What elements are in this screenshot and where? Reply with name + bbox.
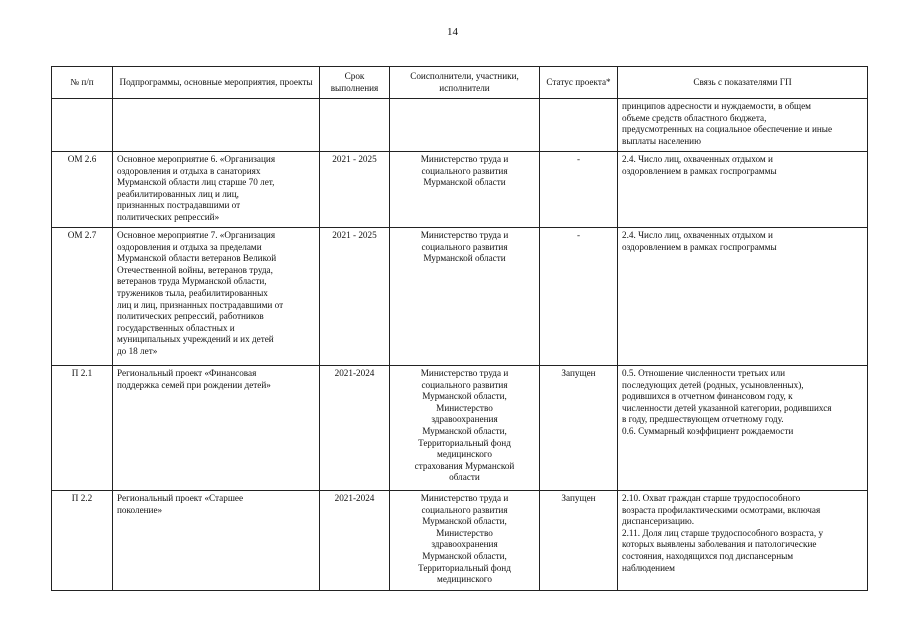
page-number: 14 [447, 26, 458, 38]
indicator-text-line: объеме средств областного бюджета, [622, 112, 767, 123]
indicator-text-line: родившихся в отчетном финансовом году, к [622, 391, 793, 402]
program-text-line: Основное мероприятие 7. «Организация [117, 230, 276, 240]
cell-term [320, 228, 390, 366]
cell-indicators-link [618, 152, 868, 228]
indicator-text-line: в году, предшествующем отчетному году. [622, 414, 784, 425]
indicator-text-line: оздоровлением в рамках госпрограммы [622, 165, 777, 176]
cell-term [320, 99, 390, 152]
table-header-row [52, 67, 868, 99]
program-text-line: до 18 лет» [117, 345, 158, 356]
cell-program [113, 228, 320, 366]
indicator-text-line: 0.6. Суммарный коэффициент рождаемости [622, 425, 794, 436]
executor-text-line: страхования Мурманской [414, 460, 515, 471]
executor-text-line: Министерство труда и [420, 230, 509, 240]
row-number: П 2.2 [71, 493, 93, 503]
cell-program [113, 99, 320, 152]
program-text-line: политических репрессий» [117, 211, 220, 222]
program-text-line: реабилитированных лиц и лиц, [117, 188, 239, 199]
executor-text-line: области [449, 472, 480, 483]
cell-status [540, 99, 618, 152]
table-row-om-2-6 [52, 152, 868, 228]
program-text-line: Отечественной войны, ветеранов труда, [117, 264, 273, 275]
executor-text-line: Министерство [436, 402, 493, 413]
executor-text-line: Министерство [436, 527, 493, 538]
table-row-p-2-2 [52, 491, 868, 591]
cell-executors [390, 366, 540, 491]
executor-text-line: Министерство труда и [420, 154, 509, 164]
cell-program [113, 491, 320, 591]
cell-program [113, 152, 320, 228]
cell-executors [390, 228, 540, 366]
program-text-line: поколение» [117, 504, 163, 515]
indicator-text-line: возраста профилактическими осмотрами, включая [622, 504, 821, 515]
executor-text-line: Министерство труда и [420, 493, 509, 503]
cell-number [52, 152, 113, 228]
term-text: 2021-2024 [334, 368, 375, 378]
table-row-continued [52, 99, 868, 152]
indicator-text-line: последующих детей (родных, усыновленных), [622, 379, 804, 390]
indicator-text-line: принципов адресности и нуждаемости, в общем [622, 101, 811, 111]
program-text-line: Региональный проект «Финансовая [117, 368, 257, 378]
table-body [52, 99, 868, 591]
table-row-om-2-7 [52, 228, 868, 366]
row-number: П 2.1 [71, 368, 93, 378]
cell-number [52, 366, 113, 491]
row-number: ОМ 2.6 [67, 154, 97, 164]
program-text-line: муниципальных учреждений и их детей [117, 334, 274, 345]
program-text-line: Мурманской области лиц старше 70 лет, [117, 177, 275, 188]
executor-text-line: Территориальный фонд [418, 437, 511, 448]
indicator-text-line: наблюдением [622, 562, 675, 573]
program-text-line: Мурманской области ветеранов Великой [117, 253, 277, 264]
executor-text-line: здравоохранения [431, 414, 498, 425]
measures-table [51, 66, 868, 591]
table-row-p-2-1 [52, 366, 868, 491]
executor-text-line: Мурманской области [423, 253, 506, 264]
executor-text-line: социального развития [421, 379, 508, 390]
header-programs: Подпрограммы, основные мероприятия, проекты [113, 67, 320, 99]
cell-status [540, 228, 618, 366]
executor-text-line: социального развития [421, 504, 508, 515]
indicator-text-line: предусмотренных на социальное обеспечение и иные [622, 124, 833, 135]
indicator-text-line: 2.11. Доля лиц старше трудоспособного возраста, у [622, 527, 824, 538]
executor-text-line: медицинского [437, 449, 492, 460]
cell-executors [390, 99, 540, 152]
executor-text-line: медицинского [437, 574, 492, 585]
program-text-line: признанных пострадавшими от [117, 200, 241, 211]
program-text-line: политических репрессий, работников [117, 311, 264, 322]
cell-status [540, 366, 618, 491]
cell-term [320, 152, 390, 228]
executor-text-line: Мурманской области, [422, 391, 507, 402]
cell-number [52, 228, 113, 366]
executor-text-line: Территориальный фонд [418, 562, 511, 573]
program-text-line: государственных областных и [117, 322, 235, 333]
header-executors: Соисполнители, участники, исполнители [390, 67, 540, 99]
indicator-text-line: 0.5. Отношение численности третьих или [622, 368, 786, 378]
header-status: Статус проекта* [540, 67, 618, 99]
status-text: Запущен [561, 368, 596, 378]
row-number: ОМ 2.7 [67, 230, 97, 240]
executor-text-line: Мурманской области, [422, 516, 507, 527]
indicator-text-line: диспансеризацию. [622, 516, 695, 527]
cell-term [320, 366, 390, 491]
cell-number [52, 99, 113, 152]
executor-text-line: Мурманской области, [422, 425, 507, 436]
cell-status [540, 491, 618, 591]
indicator-text-line: которых выявлены заболевания и патологические [622, 539, 817, 550]
header-indicators-link: Связь с показателями ГП [618, 67, 868, 99]
indicator-text-line: 2.4. Число лиц, охваченных отдыхом и [622, 230, 773, 240]
executor-text-line: социального развития [421, 165, 508, 176]
indicator-text-line: численности детей указанной категории, родившихся [622, 402, 832, 413]
term-text: 2021 - 2025 [332, 154, 377, 164]
cell-executors [390, 152, 540, 228]
status-text: Запущен [561, 493, 596, 503]
program-text-line: оздоровления и отдыха в санаториях [117, 165, 261, 176]
cell-status [540, 152, 618, 228]
program-text-line: лиц и лиц, признанных пострадавшими от [117, 299, 284, 310]
cell-indicators-link [618, 99, 868, 152]
indicator-text-line: 2.10. Охват граждан старше трудоспособного [622, 493, 801, 503]
status-text: - [576, 230, 581, 240]
cell-term [320, 491, 390, 591]
cell-program [113, 366, 320, 491]
program-text-line: тружеников тыла, реабилитированных [117, 287, 268, 298]
executor-text-line: социального развития [421, 241, 508, 252]
cell-number [52, 491, 113, 591]
status-text: - [576, 154, 581, 164]
term-text: 2021-2024 [334, 493, 375, 503]
executor-text-line: здравоохранения [431, 539, 498, 550]
indicator-text-line: 2.4. Число лиц, охваченных отдыхом и [622, 154, 773, 164]
program-text-line: оздоровления и отдыха за пределами [117, 241, 262, 252]
executor-text-line: Министерство труда и [420, 368, 509, 378]
header-term: Срок выполнения [320, 67, 390, 99]
executor-text-line: Мурманской области [423, 177, 506, 188]
indicator-text-line: состояния, находящихся под диспансерным [622, 550, 794, 561]
cell-indicators-link [618, 491, 868, 591]
header-number: № п/п [52, 67, 113, 99]
term-text: 2021 - 2025 [332, 230, 377, 240]
indicator-text-line: выплаты населению [622, 135, 701, 146]
cell-indicators-link [618, 366, 868, 491]
program-text-line: поддержка семей при рождении детей» [117, 379, 271, 390]
program-text-line: Основное мероприятие 6. «Организация [117, 154, 276, 164]
cell-indicators-link [618, 228, 868, 366]
program-text-line: ветеранов труда Мурманской области, [117, 276, 267, 287]
program-text-line: Региональный проект «Старшее [117, 493, 244, 503]
executor-text-line: Мурманской области, [422, 550, 507, 561]
indicator-text-line: оздоровлением в рамках госпрограммы [622, 241, 777, 252]
cell-executors [390, 491, 540, 591]
